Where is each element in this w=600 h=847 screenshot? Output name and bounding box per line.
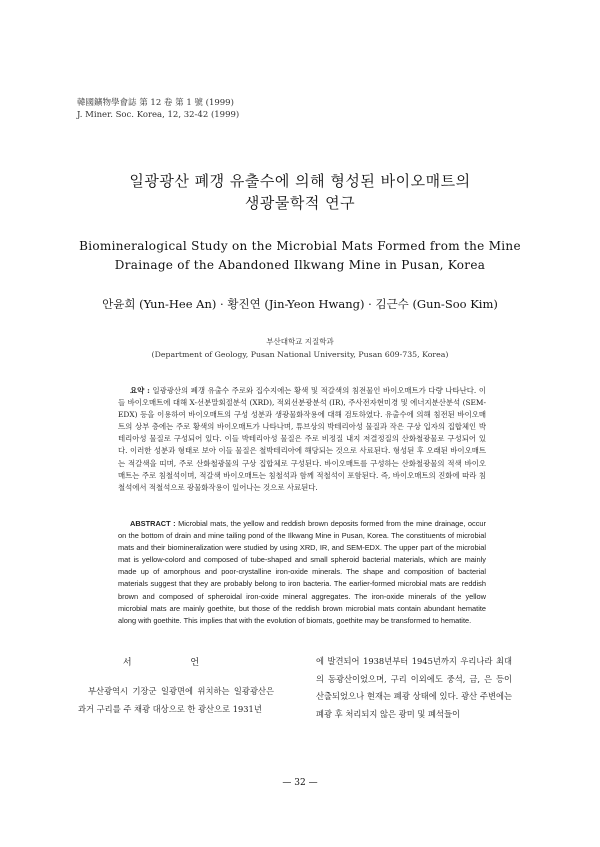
intro-left-column: 부산광역시 기장군 일광면에 위치하는 일광광산은 과거 구리를 주 채광 대상으로 한 광산으로 1931년 [78,686,274,714]
journal-citation-ko: 韓國鑛物學會誌 第 12 卷 第 1 號 (1999) [77,98,234,108]
title-english-line-1: Biomineralogical Study on the Microbial Mats Formed from the Mine [79,239,521,253]
title-korean [0,170,600,214]
journal-citation-en: J. Miner. Soc. Korea, 12, 32-42 (1999) [77,109,240,120]
journal-citation [77,98,239,121]
summary-label: 요약 : [130,386,150,395]
title-korean-line-2: 생광물학적 연구 [244,194,356,212]
english-abstract [118,518,486,627]
intro-right-column: 에 발견되어 1938년부터 1945년까지 우리나라 최대의 동광산이었으며, 구리 이외에도 중석, 금, 은 등이 산출되었으나 현재는 폐광 상태에 있다. 광산 주변에는 폐광 후 처리되지 않은 광미 및 폐석들이 [316,656,512,719]
title-english-line-2: Drainage of the Abandoned Ilkwang Mine in Pusan, Korea [114,258,486,272]
affiliation-english: (Department of Geology, Pusan National University, Pusan 609-735, Korea) [151,350,449,359]
abstract-text: Microbial mats, the yellow and reddish brown deposits formed from the mine drainage, occur on the bottom of drain and mine tailing pond of the Ilkwang Mine in Pusan, Korea. The constituents of microbial mats and their biomineralization were studied by using XRD, IR, and SEM-EDX. The upper part of the microbial mat is yellow-colord and composed of tube-shaped and small spheroid bacterial materials, which are mainly made up of amorphous and poor-crystalline iron-oxide minerals. The shape and composition of bacterial materials suggest that they are probably belong to iron bacteria. The earlier-formed microbial mats are reddish brown and composed of spheroidal iron-oxide mineral aggregates. The iron-oxide minerals of the yellow microbial mats are mainly goethite, but those of the reddish brown microbial mats contain abundant hematite along with goethite. This implies that with the evolution of biomats, goethite may be transformed to hematite. [118,519,486,625]
affiliation-korean: 부산대학교 지질학과 [266,337,334,346]
section-heading-introduction: 서 언 [122,658,228,668]
page-number: — 32 — [282,778,318,788]
title-korean-line-1: 일광광산 폐갱 유출수에 의해 형성된 바이오매트의 [129,172,471,190]
author-list: 안윤희 (Yun-Hee An) · 황진연 (Jin-Yeon Hwang) · 김근수 (Gun-Soo Kim) [102,297,498,311]
abstract-label: ABSTRACT : [130,519,176,528]
title-english [0,237,600,275]
korean-summary [118,385,486,494]
summary-text: 일광광산의 폐갱 유출수 주로와 집수지에는 황색 및 적갈색의 침전물인 바이오매트가 다량 나타난다. 이들 바이오매트에 대해 X-선분말회절분석 (XRD), 적외선분광분석 (IR), 주사전자현미경 및 에너지분산분석 (SEM-EDX) 등을 이용하여 바이오매트의 구성 성분과 생광물화작용에 대해 검토하였다. 유출수에 의해 침전된 바이오매트의 상부 층에는 주로 황색의 바이오매트가 나타나며, 튜브상의 박테리아성 물질과 작은 구상 입자의 집합체인 박테리아성 물질로 구성되어 있다. 이들 박테리아성 물질은 주로 비정질 내지 저결정질의 산화철광물로 구성되어 있다. 이러한 성분과 형태로 보아 이들 물질은 철박테리아에 해당되는 것으로 사료된다. 형성된 후 오래된 바이오매트는 적갈색을 띠며, 주로 산화철광물의 구상 집합체로 구성된다. 바이오매트를 구성하는 산화철광물의 적색 바이오매트는 주로 침철석이며, 적갈색 바이오매트는 침철석과 함께 적철석이 포함된다. 즉, 바이오매트의 진화에 따라 침철석에서 적철석으로 광물화작용이 일어나는 것으로 사료된다. [118,386,486,492]
